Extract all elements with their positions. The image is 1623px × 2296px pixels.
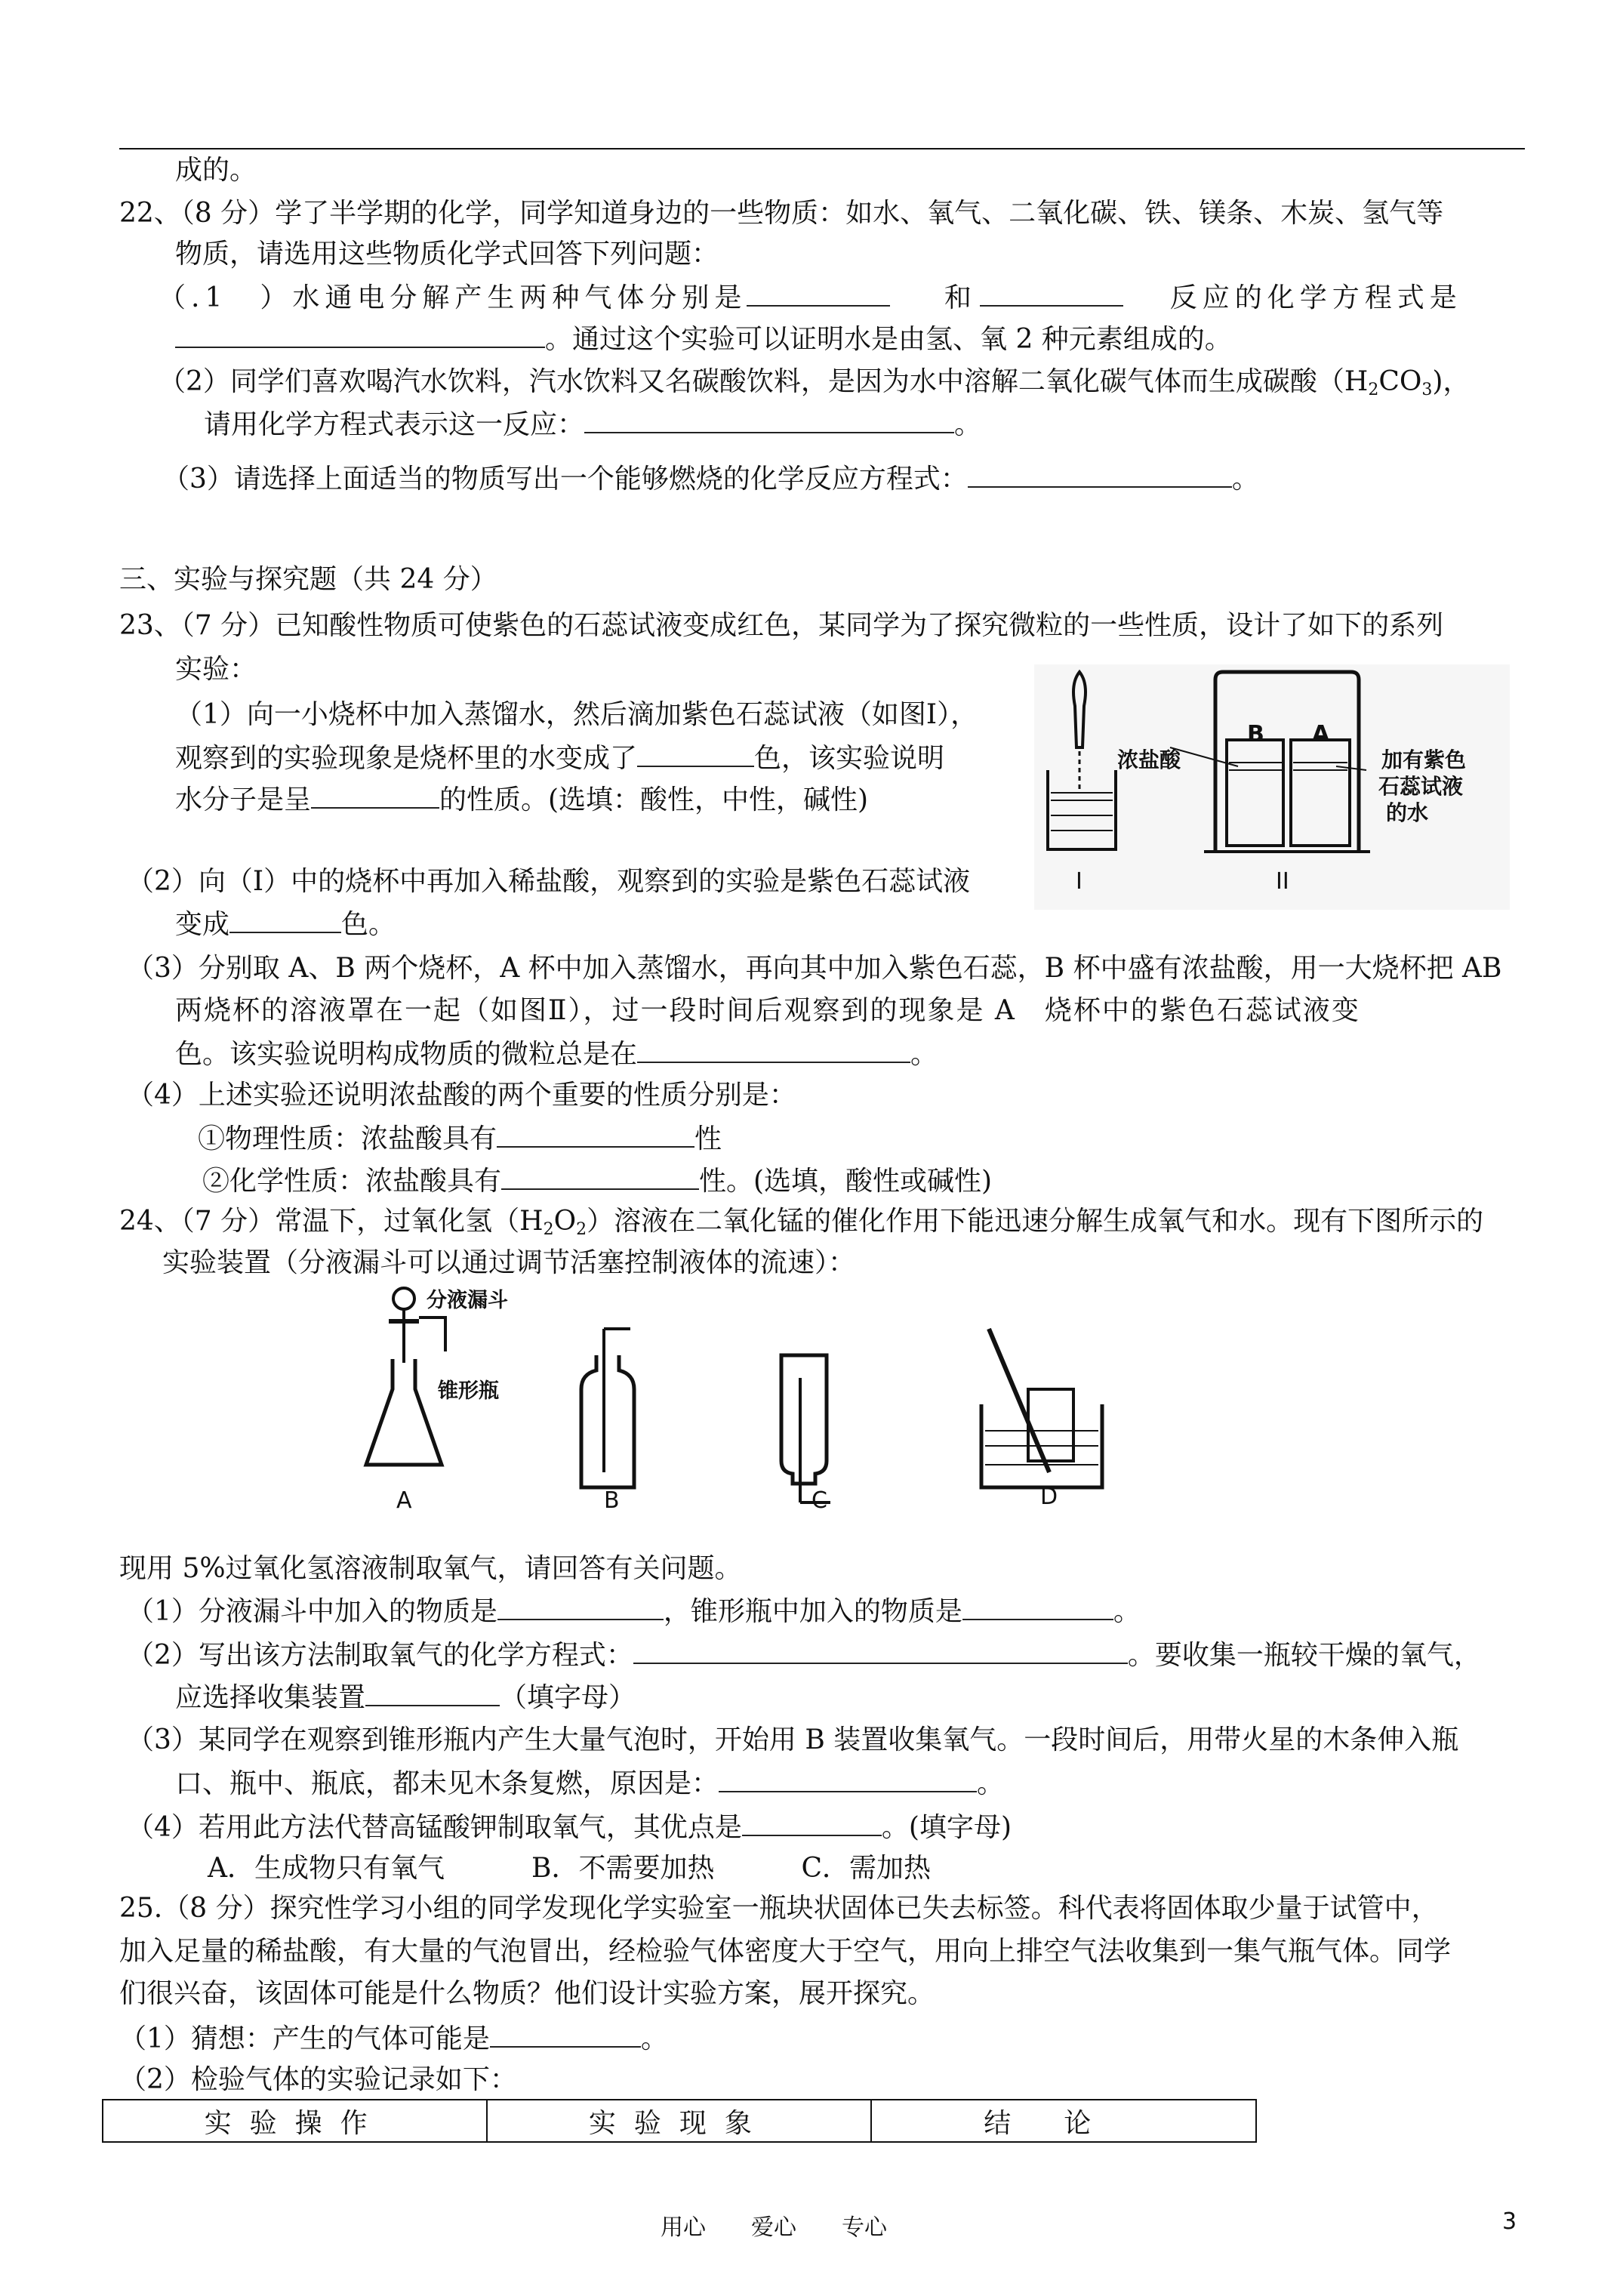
apparatus-d-label: D	[1040, 1484, 1058, 1510]
blank[interactable]	[742, 1809, 882, 1836]
q22-part1b	[175, 321, 1232, 357]
blank[interactable]	[719, 1765, 977, 1792]
q22-part1-text: （.1 ）水通电分解产生两种气体分别是	[159, 282, 747, 313]
q23-line2: 实验：	[175, 654, 257, 685]
q23-line1: 23、（7 分）已知酸性物质可使紫色的石蕊试液变成红色，某同学为了探究微粒的一些性质，设计了如下的系列	[119, 610, 1444, 641]
q23-p1c-text2: 的性质。(选填：酸性，中性，碱性)	[439, 784, 869, 815]
fig-label-water3: 的水	[1386, 800, 1429, 825]
blank[interactable]	[962, 1593, 1113, 1620]
q24-s2-text: （2）写出该方法制取氧气的化学方程式：	[127, 1640, 633, 1671]
blank[interactable]	[490, 2020, 641, 2048]
q24-line1	[119, 1204, 1483, 1239]
blank[interactable]	[633, 1637, 1128, 1664]
q24-s4-end: 。(填字母)	[881, 1812, 1012, 1843]
fig-label-water1: 加有紫色	[1381, 747, 1467, 772]
q24-s2b	[175, 1679, 636, 1715]
q24-s2	[127, 1637, 1481, 1673]
q22-part3-end: 。	[1231, 464, 1259, 495]
q24-s2-text2: 。要收集一瓶较干燥的氧气，	[1127, 1640, 1481, 1671]
q23-p1c	[175, 781, 868, 818]
blank[interactable]	[311, 781, 439, 809]
q24-options	[208, 1851, 931, 1886]
blank[interactable]	[175, 321, 545, 348]
formula-part: O	[553, 1206, 577, 1237]
q22-part2	[159, 365, 1470, 399]
apparatus-figure	[347, 1284, 1147, 1540]
q25-line1: 25.（8 分）探究性学习小组的同学发现化学实验室一瓶块状固体已失去标签。科代表将固体取少量于试管中，	[119, 1893, 1439, 1924]
q22-part1	[159, 279, 1462, 316]
q23-p2b-text: 变成	[175, 909, 230, 940]
q23-p4b-text: ②化学性质：浓盐酸具有	[202, 1166, 502, 1197]
q24-s1	[127, 1593, 1141, 1629]
option-a: A．生成物只有氧气	[208, 1853, 445, 1884]
q23-p4b-end: 性。(选填，酸性或碱性)	[699, 1166, 993, 1197]
formula-close: )，	[1432, 366, 1471, 397]
blank[interactable]	[501, 1163, 699, 1190]
q23-p1a: （1）向一小烧杯中加入蒸馏水，然后滴加紫色石蕊试液（如图Ⅰ），	[175, 699, 978, 730]
q25-s1-end: 。	[640, 2023, 668, 2054]
q24-s4-text: （4）若用此方法代替高锰酸钾制取氧气，其优点是	[127, 1812, 742, 1843]
q22-part3	[162, 461, 1259, 497]
q23-p3b: 两烧杯的溶液罩在一起（如图Ⅱ），过一段时间后观察到的现象是 A 烧杯中的紫色石蕊试液变	[175, 995, 1360, 1026]
blank[interactable]	[229, 906, 341, 933]
table-header-phenomenon: 实验现象	[487, 2100, 871, 2142]
q23-p3c-end: 。	[910, 1039, 938, 1070]
q23-p1b	[175, 740, 944, 776]
q22-part2b-text: 请用化学方程式表示这一反应：	[204, 409, 585, 440]
q22-eq-text: 反应的化学方程式是	[1169, 282, 1462, 313]
fig-label-acid: 浓盐酸	[1117, 747, 1181, 772]
sub: 2	[1368, 381, 1379, 399]
sub: 2	[543, 1220, 554, 1239]
option-b: B．不需要加热	[531, 1853, 715, 1884]
section3-title: 三、实验与探究题（共 24 分）	[119, 564, 497, 595]
q24-s4	[127, 1809, 1012, 1845]
q23-p4: （4）上述实验还说明浓盐酸的两个重要的性质分别是：	[127, 1080, 796, 1111]
footer-motto: 用心 爱心 专心	[661, 2214, 887, 2241]
blank[interactable]	[637, 740, 754, 767]
page-number: 3	[1502, 2208, 1517, 2235]
q23-p4a-end: 性	[694, 1123, 722, 1154]
q25-s1	[119, 2020, 668, 2057]
q24-s3b	[175, 1765, 1004, 1801]
apparatus-b-label: B	[604, 1487, 620, 1514]
q25-line2: 加入足量的稀盐酸，有大量的气泡冒出，经检验气体密度大于空气，用向上排空气法收集到一集气瓶气体。同学	[119, 1936, 1452, 1967]
q23-p1b-text: 观察到的实验现象是烧杯里的水变成了	[175, 743, 638, 774]
flask-label: 锥形瓶	[438, 1379, 499, 1403]
q24-line1-rest: ）溶液在二氧化锰的催化作用下能迅速分解生成氧气和水。现有下图所示的	[587, 1206, 1484, 1237]
q23-p2b-text2: 色。	[341, 909, 396, 940]
q25-s2: （2）检验气体的实验记录如下：	[119, 2064, 517, 2095]
q24-s1-text: （1）分液漏斗中加入的物质是	[127, 1596, 497, 1627]
q22-part2-text: （2）同学们喜欢喝汽水饮料，汽水饮料又名碳酸饮料，是因为水中溶解二氧化碳气体而生成碳酸（H	[159, 366, 1369, 397]
q24-s2b-end: （填字母）	[500, 1682, 636, 1713]
fig-caption-1: I	[1076, 868, 1083, 895]
q22-part2b-end: 。	[954, 409, 982, 440]
fig-label-b: B	[1247, 721, 1264, 747]
q22-line2: 物质，请选用这些物质化学式回答下列问题：	[175, 239, 719, 270]
table-header-row	[103, 2100, 1256, 2142]
blank[interactable]	[497, 1120, 694, 1148]
q22-part1b-text: 。通过这个实验可以证明水是由氢、氧 2 种元素组成的。	[545, 324, 1232, 355]
table-header-conclusion: 结论	[871, 2100, 1256, 2142]
funnel-label: 分液漏斗	[427, 1289, 508, 1312]
q23-p3a: （3）分别取 A、B 两个烧杯，A 杯中加入蒸馏水，再向其中加入紫色石蕊，B 杯中盛有浓盐酸，用一大烧杯把 AB	[127, 953, 1502, 984]
q23-p2b	[175, 906, 396, 942]
blank[interactable]	[637, 1036, 910, 1063]
q23-p1b-text2: 色，该实验说明	[754, 743, 945, 774]
continued-text: 成的。	[175, 155, 257, 186]
q23-p1c-text: 水分子是呈	[175, 784, 312, 815]
sub: 2	[576, 1220, 587, 1239]
fig-label-water2: 石蕊试液	[1378, 774, 1464, 799]
sub: 3	[1421, 381, 1433, 399]
q24-s2b-text: 应选择收集装置	[175, 1682, 366, 1713]
blank[interactable]	[584, 406, 954, 433]
q24-s1-end: 。	[1113, 1596, 1141, 1627]
fig-caption-2: II	[1276, 868, 1289, 895]
blank[interactable]	[365, 1679, 500, 1706]
q25-s1-text: （1）猜想：产生的气体可能是	[119, 2023, 490, 2054]
record-table	[102, 2099, 1257, 2143]
q24-line2: 实验装置（分液漏斗可以通过调节活塞控制液体的流速）：	[162, 1247, 856, 1278]
q24-s3a: （3）某同学在观察到锥形瓶内产生大量气泡时，开始用 B 装置收集氧气。一段时间后，用带火星的木条伸入瓶	[127, 1724, 1459, 1755]
q24-s3b-end: 。	[977, 1768, 1005, 1799]
q22-part2b	[204, 406, 981, 442]
blank[interactable]	[747, 279, 890, 307]
q24-line1-text: 24、（7 分）常温下，过氧化氢（H	[119, 1206, 544, 1237]
q23-p4a-text: ①物理性质：浓盐酸具有	[198, 1123, 497, 1154]
q22-line1: 22、（8 分）学了半学期的化学，同学知道身边的一些物质：如水、氧气、二氧化碳、铁、镁条、木炭、氢气等	[119, 198, 1444, 229]
table-header-operation: 实验操作	[103, 2100, 487, 2142]
blank[interactable]	[497, 1593, 664, 1620]
q23-p3c	[175, 1036, 938, 1072]
q23-p4a	[198, 1120, 722, 1157]
header-rule	[119, 148, 1525, 149]
q25-line3: 们很兴奋，该固体可能是什么物质？他们设计实验方案，展开探究。	[119, 1978, 935, 2009]
apparatus-c-label: C	[812, 1487, 827, 1514]
fig-label-a: A	[1312, 721, 1330, 747]
apparatus-a-label: A	[396, 1487, 412, 1514]
blank[interactable]	[980, 279, 1123, 307]
blank[interactable]	[968, 461, 1232, 488]
q23-p4b	[202, 1163, 992, 1199]
q22-part3-text: （3）请选择上面适当的物质写出一个能够燃烧的化学反应方程式：	[162, 464, 968, 495]
q23-p3c-text: 色。该实验说明构成物质的微粒总是在	[175, 1039, 638, 1070]
q24-intro: 现用 5%过氧化氢溶液制取氧气，请回答有关问题。	[119, 1553, 742, 1584]
q24-s3b-text: 口、瓶中、瓶底，都未见木条复燃，原因是：	[175, 1768, 719, 1799]
q24-s1-text2: ，锥形瓶中加入的物质是	[663, 1596, 962, 1627]
option-c: C．需加热	[801, 1853, 932, 1884]
formula-part: CO	[1378, 366, 1422, 397]
q23-p2a: （2）向（Ⅰ）中的烧杯中再加入稀盐酸，观察到的实验是紫色石蕊试液	[127, 866, 971, 897]
q22-and: 和	[944, 282, 972, 313]
